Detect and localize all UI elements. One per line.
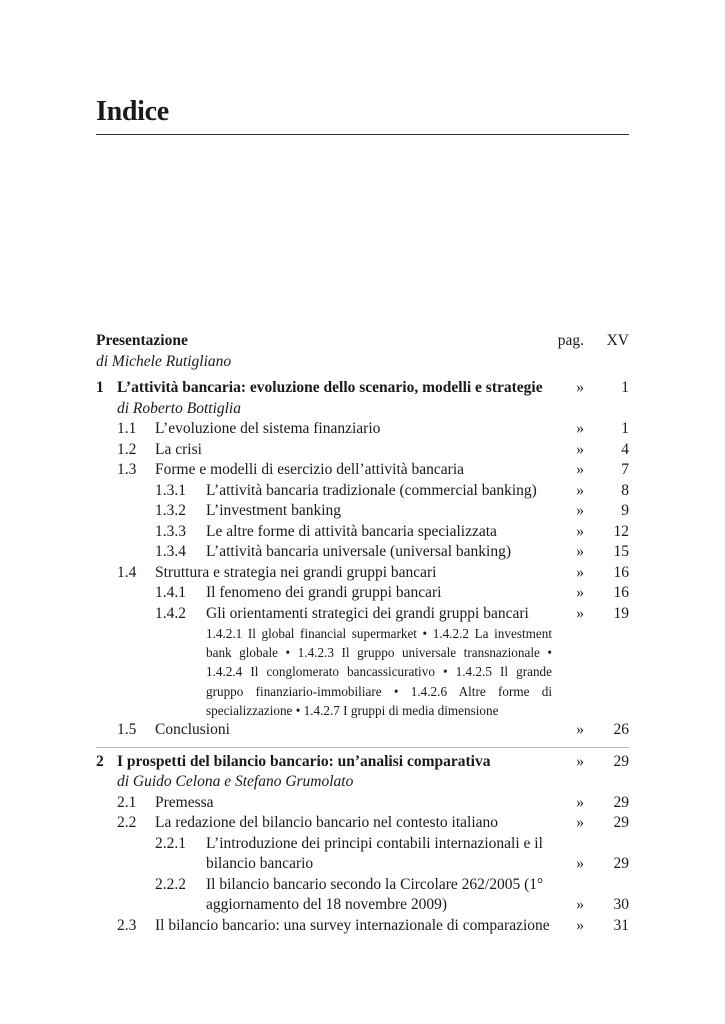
section-title: Forme e modelli di esercizio dell’attività bancaria [155,461,465,478]
subsection-number: 2.2.1 [155,834,186,852]
toc-author [96,772,629,793]
toc-subsection-2-2-1-cont[interactable] [96,854,629,875]
section-number: 1.4 [117,563,137,581]
page-number: 1 [621,379,629,396]
toc-subsection-1-3-1[interactable] [96,481,629,502]
page-marker: » [576,563,584,581]
page-number: XV [606,332,629,349]
toc-author [96,399,629,420]
page-marker: » [576,752,584,770]
page-number: 29 [613,855,629,873]
subsection-title: L’investment banking [206,502,342,519]
page-marker: » [576,440,584,458]
page-number: 16 [613,584,629,601]
chapter-title: I prospetti del bilancio bancario: un’analisi comparativa [117,752,491,770]
section-title: Il bilancio bancario: una survey internazionale di comparazione [155,916,550,934]
subsection-title: L’attività bancaria universale (universal banking) [206,543,512,560]
toc-section-1-5[interactable] [96,720,629,741]
page-number: 4 [621,440,629,458]
toc-subsection-1-4-1[interactable] [96,583,629,604]
section-number: 2.1 [117,793,137,811]
section-title: Conclusioni [155,721,230,739]
page-marker: » [576,420,584,437]
subsection-title: Gli orientamenti strategici dei grandi gruppi bancari [206,604,529,622]
toc-subsection-2-2-2-cont[interactable] [96,895,629,916]
page-number: 30 [613,896,629,914]
page-marker: » [576,461,584,478]
author-name: di Michele Rutigliano [96,352,232,370]
toc-subsection-1-3-2[interactable] [96,501,629,522]
page-title: Indice [96,96,169,127]
page-marker: » [576,814,584,832]
page-marker: » [576,379,584,396]
page-number: 29 [613,752,629,770]
toc-chapter-1[interactable] [96,378,629,399]
toc-entry-presentazione[interactable] [96,331,629,352]
chapter-number: 2 [96,752,104,770]
toc-section-2-2[interactable] [96,813,629,834]
author-name: di Guido Celona e Stefano Grumolato [117,773,354,791]
subsection-title-line-1: L’introduzione dei principi contabili internazionali e il [206,834,543,852]
toc-entry-title: Presentazione [96,332,188,349]
section-number: 2.3 [117,916,137,934]
page-number: 31 [613,916,629,934]
chapter-title: L’attività bancaria: evoluzione dello scenario, modelli e strategie [117,379,543,396]
toc-chapter-2[interactable] [96,747,629,773]
toc-author [96,352,629,373]
subsection-title-line-2: bilancio bancario [206,855,314,873]
toc-subsection-1-4-2[interactable] [96,604,629,625]
section-title: La redazione del bilancio bancario nel contesto italiano [155,814,499,832]
page-marker: » [576,793,584,811]
toc-subsection-1-3-4[interactable] [96,542,629,563]
page-number: 1 [621,420,629,437]
subsection-number: 1.3.2 [155,502,186,519]
toc-subsection-2-2-2[interactable] [96,875,629,896]
page-number: 19 [613,604,629,622]
page-marker: pag. [557,332,584,349]
section-title: L’evoluzione del sistema finanziario [155,420,381,437]
toc-section-1-1[interactable] [96,419,629,440]
subsection-number: 1.4.1 [155,584,186,601]
chapter-number: 1 [96,379,104,396]
subsection-title-line-1: Il bilancio bancario secondo la Circolare 262/2005 (1° [206,875,544,893]
toc-section-1-4[interactable] [96,563,629,584]
page-number: 9 [621,502,629,519]
subsection-number: 1.3.3 [155,522,186,540]
page-number: 26 [613,721,629,739]
section-number: 2.2 [117,814,137,832]
section-number: 1.2 [117,440,137,458]
subsection-number: 1.4.2 [155,604,186,622]
section-number: 1.1 [117,420,137,437]
page-number: 8 [621,481,629,499]
toc-section-2-1[interactable] [96,793,629,814]
toc-section-2-3[interactable] [96,916,629,937]
page-marker: » [576,543,584,560]
title-rule [96,134,629,135]
toc-subsubsection-list: 1.4.2.1 Il global financial supermarket • 1.4.2.2 La investment bank globale • 1.4.2.3 Il gruppo universale transnazionale • 1.4.2.4 Il conglomerato bancassicurativo • 1.4.2.5 Il grande gruppo finanziario-immobiliare • 1.4.2.6 Altre forme di specializzazione • 1.4.2.7 I gruppi di media dimensione [206,626,552,718]
subsection-number: 2.2.2 [155,875,186,893]
subsection-title: L’attività bancaria tradizionale (commercial banking) [206,481,537,499]
subsection-title: Il fenomeno dei grandi gruppi bancari [206,584,442,601]
page-marker: » [576,502,584,519]
subsection-number: 1.3.1 [155,481,186,499]
section-title: Struttura e strategia nei grandi gruppi bancari [155,563,437,581]
table-of-contents [96,331,629,936]
author-name: di Roberto Bottiglia [117,399,241,417]
section-number: 1.3 [117,461,137,478]
page-marker: » [576,896,584,914]
page-number: 16 [613,563,629,581]
page-number: 7 [621,461,629,478]
subsection-title: Le altre forme di attività bancaria specializzata [206,522,497,540]
toc-section-1-3[interactable] [96,460,629,481]
toc-subsection-1-3-3[interactable] [96,522,629,543]
section-title: Premessa [155,793,214,811]
page-number: 12 [613,522,629,540]
page-marker: » [576,584,584,601]
page-marker: » [576,604,584,622]
section-number: 1.5 [117,721,137,739]
subsection-number: 1.3.4 [155,543,186,560]
page-number: 15 [613,543,629,560]
subsection-title-line-2: aggiornamento del 18 novembre 2009) [206,896,448,914]
page-marker: » [576,481,584,499]
page-number: 29 [613,793,629,811]
section-title: La crisi [155,440,202,458]
toc-section-1-2[interactable] [96,440,629,461]
page-marker: » [576,522,584,540]
page-marker: » [576,916,584,934]
page-number: 29 [613,814,629,832]
page-marker: » [576,855,584,873]
page-marker: » [576,721,584,739]
toc-subsection-2-2-1[interactable] [96,834,629,855]
